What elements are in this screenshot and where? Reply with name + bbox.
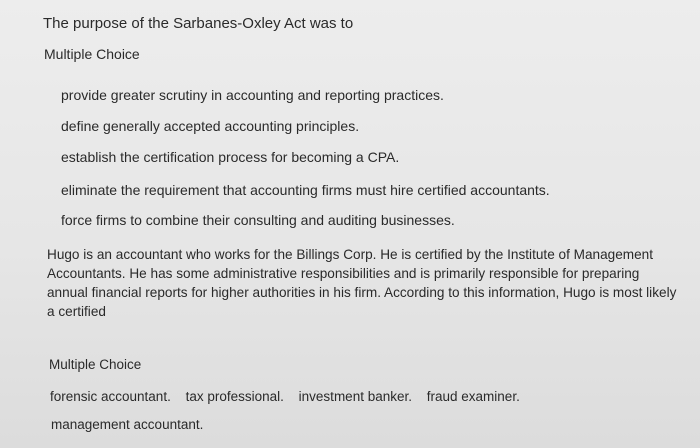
question-1-option-3[interactable]: establish the certification process for becoming a CPA. <box>61 149 400 165</box>
question-2-option-4[interactable]: fraud examiner. <box>426 389 520 404</box>
question-1-option-4[interactable]: eliminate the requirement that accounting firms must hire certified accountants. <box>61 182 550 198</box>
question-2-option-5[interactable]: management accountant. <box>51 417 204 432</box>
question-1-option-2[interactable]: define generally accepted accounting principles. <box>61 118 360 134</box>
question-1-type-label: Multiple Choice <box>44 46 140 62</box>
question-1-option-1[interactable]: provide greater scrutiny in accounting and reporting practices. <box>61 87 444 103</box>
question-2-option-2[interactable]: tax professional. <box>185 389 284 404</box>
question-2-option-3[interactable]: investment banker. <box>298 389 412 404</box>
question-2-option-1[interactable]: forensic accountant. <box>50 389 171 404</box>
question-2-prompt: Hugo is an accountant who works for the Billings Corp. He is certified by the Institute of Management Accountants. He has some administrative responsibilities and is primarily responsible for preparing annual financial reports for higher authorities in his firm. According to this information, Hugo is most likely a certified <box>47 247 677 319</box>
question-1-prompt: The purpose of the Sarbanes-Oxley Act was to <box>43 15 354 32</box>
question-2-options-row <box>50 389 531 404</box>
question-1-option-5[interactable]: force firms to combine their consulting and auditing businesses. <box>61 212 455 228</box>
question-2-type-label: Multiple Choice <box>49 357 142 372</box>
